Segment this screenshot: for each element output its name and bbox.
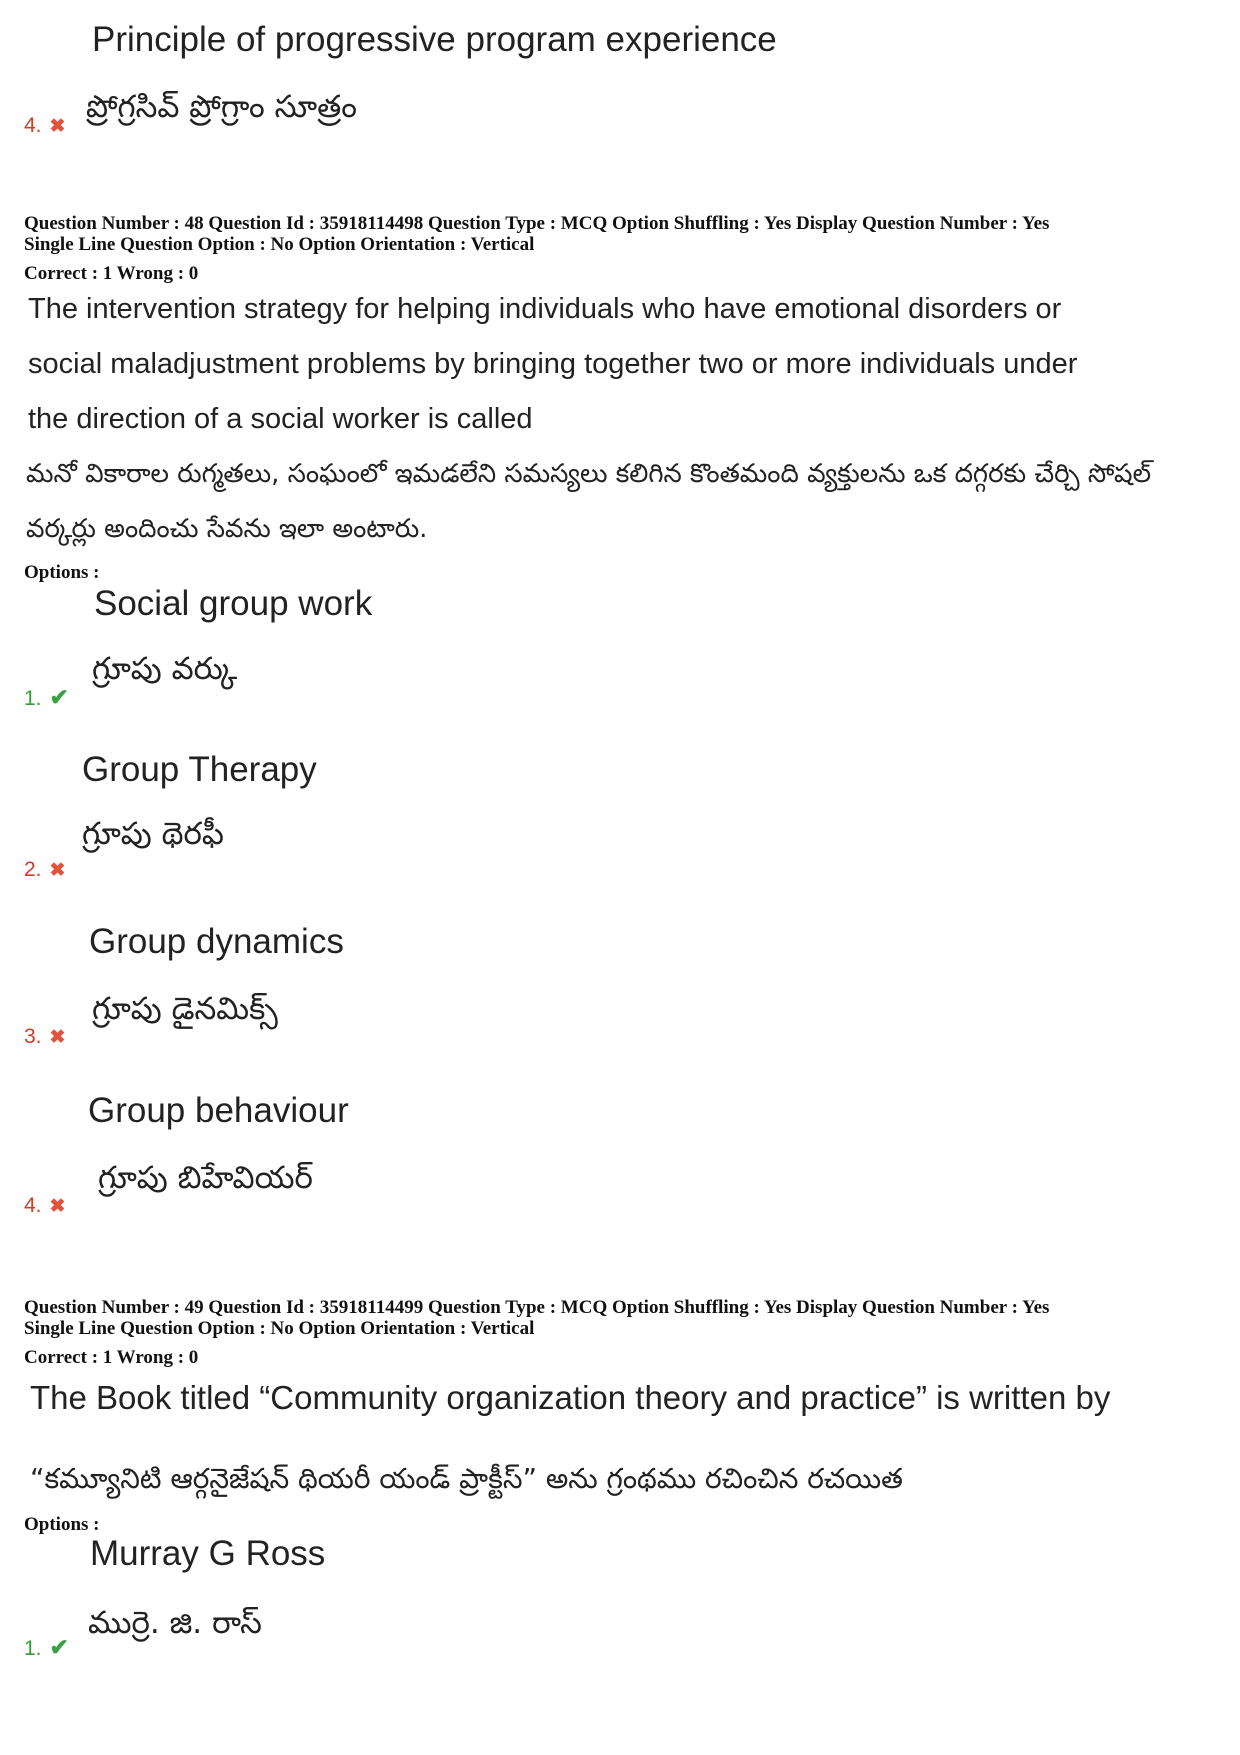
option-number: 4. — [24, 1194, 42, 1217]
option-number-group — [24, 684, 69, 711]
question-meta-line-2: Single Line Question Option : No Option Orientation : Vertical — [24, 234, 535, 255]
option-number-group — [24, 1194, 65, 1218]
question-meta-line-1: Question Number : 48 Question Id : 35918114498 Question Type : MCQ Option Shuffling : Yes Display Question Number : Yes — [24, 213, 1050, 234]
correct-mark-icon: ✔ — [49, 684, 69, 710]
question-meta-line-2: Single Line Question Option : No Option Orientation : Vertical — [24, 1318, 535, 1339]
option-text-en: Murray G Ross — [90, 1534, 326, 1573]
options-label: Options : — [24, 562, 100, 583]
question-text-te-line: వర్కర్లు అందించు సేవను ఇలా అంటారు. — [26, 514, 428, 544]
option-text-en: Principle of progressive program experience — [92, 20, 777, 59]
options-label: Options : — [24, 1514, 100, 1535]
option-number-group — [24, 858, 65, 882]
wrong-mark-icon: ✖ — [49, 1196, 66, 1217]
wrong-mark-icon: ✖ — [49, 860, 66, 881]
option-text-te: గ్రూపు వర్కు — [92, 651, 238, 687]
marks-line: Correct : 1 Wrong : 0 — [24, 263, 199, 284]
question-text-te-line: “కమ్యూనిటి ఆర్గనైజేషన్ థియరీ యండ్ ప్రాక్టీస్” అను గ్రంథము రచించిన రచయిత — [30, 1462, 903, 1495]
correct-mark-icon: ✔ — [49, 1634, 69, 1660]
option-text-en: Group dynamics — [89, 922, 344, 961]
option-number-group — [24, 114, 65, 138]
option-number-group — [24, 1025, 65, 1049]
option-number-group — [24, 1634, 69, 1661]
option-number: 1. — [24, 1637, 42, 1660]
question-text-te-line: మనో వికారాల రుగ్మతలు, సంఘంలో ఇమడలేని సమస్యలు కలిగిన కొంతమంది వ్యక్తులను ఒక దగ్గరకు చేర్చి సోషల్ — [26, 459, 1152, 489]
question-text-en-line: The intervention strategy for helping individuals who have emotional disorders or — [28, 293, 1062, 325]
option-text-te: గ్రూపు థెరఫీ — [82, 816, 224, 852]
question-text-en-line: the direction of a social worker is called — [28, 403, 533, 435]
question-text-en-line: social maladjustment problems by bringing together two or more individuals under — [28, 348, 1078, 380]
option-text-en: Group Therapy — [82, 750, 317, 789]
option-number: 1. — [24, 687, 42, 710]
option-text-en: Group behaviour — [88, 1091, 349, 1130]
option-text-te: ముర్రె. జి. రాస్ — [88, 1605, 262, 1641]
option-number: 3. — [24, 1025, 42, 1048]
option-text-te: ప్రోగ్రసివ్ ప్రోగ్రాం సూత్రం — [86, 89, 357, 125]
wrong-mark-icon: ✖ — [49, 116, 66, 137]
option-text-te: గ్రూపు డైనమిక్స్ — [92, 991, 278, 1027]
marks-line: Correct : 1 Wrong : 0 — [24, 1347, 199, 1368]
wrong-mark-icon: ✖ — [49, 1027, 66, 1048]
question-meta-line-1: Question Number : 49 Question Id : 35918114499 Question Type : MCQ Option Shuffling : Yes Display Question Number : Yes — [24, 1297, 1050, 1318]
option-number: 2. — [24, 858, 42, 881]
option-text-en: Social group work — [94, 584, 373, 623]
option-text-te: గ్రూపు బిహేవియర్ — [98, 1160, 313, 1196]
question-text-en-line: The Book titled “Community organization theory and practice” is written by — [30, 1379, 1111, 1416]
option-number: 4. — [24, 114, 42, 137]
